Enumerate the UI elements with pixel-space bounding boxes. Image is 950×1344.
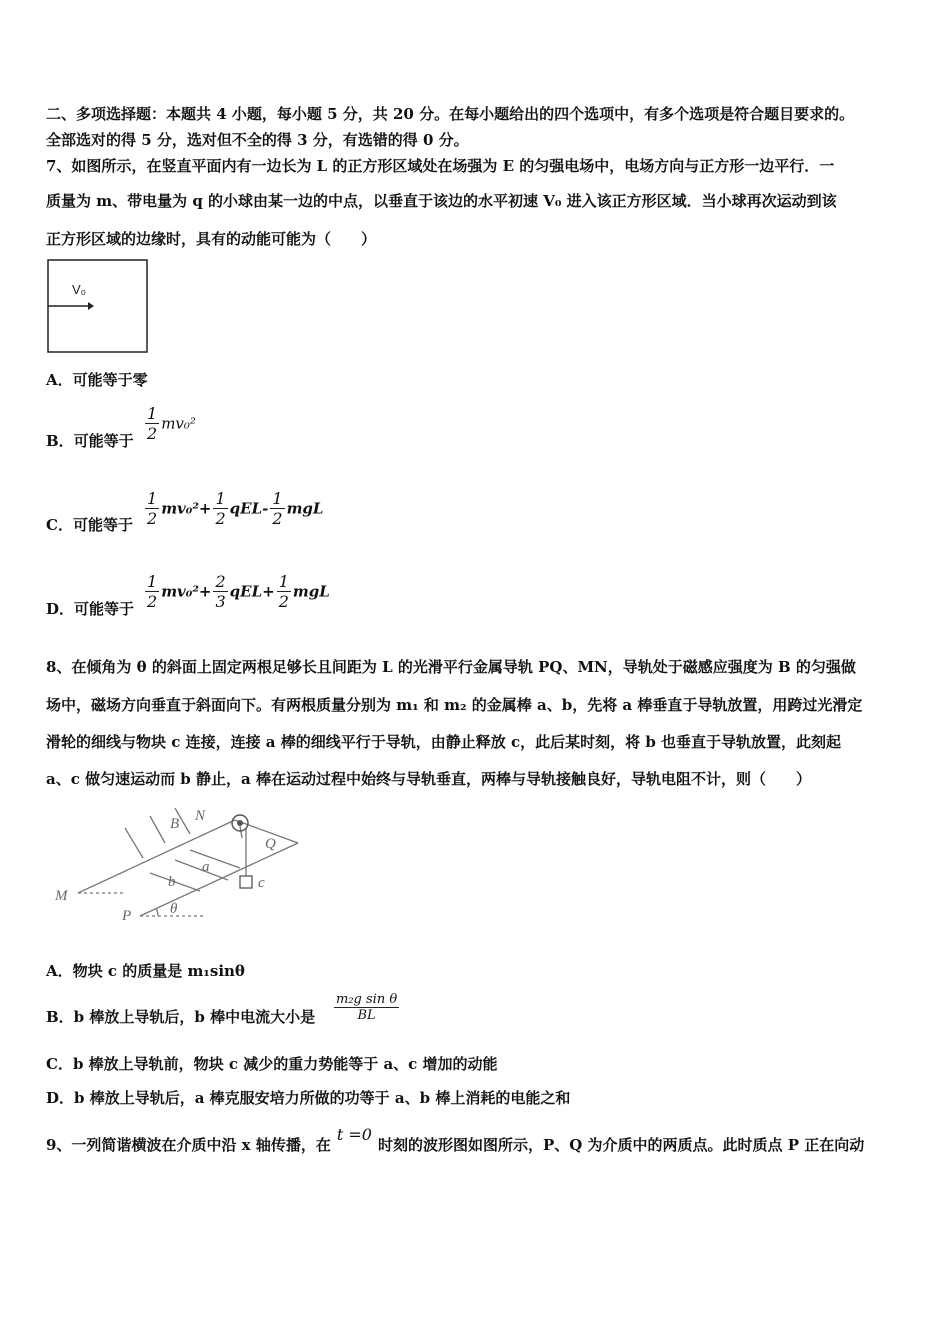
label-theta: θ <box>170 901 178 917</box>
q7-option-c <box>46 514 133 535</box>
q7-option-a: A．可能等于零 <box>46 371 148 389</box>
q8-line3: 滑轮的细线与物块 c 连接，连接 a 棒的细线平行于导轨，由静止释放 c，此后某时刻，将 b 也垂直于导轨放置，此刻起 <box>46 733 842 751</box>
q9-text-part1: 9、一列简谐横波在介质中沿 x 轴传播，在 <box>46 1136 331 1154</box>
q7-line3: 正方形区域的边缘时，具有的动能可能为（ ） <box>46 230 377 248</box>
fraction-denominator: 2 <box>215 509 226 528</box>
q9-text-part2: 时刻的波形图如图所示，P、Q 为介质中的两质点。此时质点 P 正在向动 <box>377 1136 865 1154</box>
q8-line4: a、c 做匀速运动而 b 静止，a 棒在运动过程中始终与导轨垂直，两棒与导轨接触良好，导轨电阻不计，则（ ） <box>46 770 811 788</box>
q7-square-figure <box>46 258 150 355</box>
q9-time-expression: t =0 <box>336 1125 372 1144</box>
velocity-label: V₀ <box>72 282 87 297</box>
fraction-numerator: 1 <box>278 572 289 591</box>
fraction-denominator: 2 <box>272 509 283 528</box>
fraction-denominator: BL <box>334 1007 399 1023</box>
fraction-denominator: 3 <box>215 592 226 611</box>
fraction-numerator: 1 <box>215 489 226 508</box>
q7-option-b <box>46 430 134 451</box>
label-Q: Q <box>265 836 276 852</box>
fraction <box>277 572 291 611</box>
fraction-numerator: 1 <box>147 489 158 508</box>
q8-option-d: D．b 棒放上导轨后，a 棒克服安培力所做的功等于 a、b 棒上消耗的电能之和 <box>46 1089 571 1107</box>
rail-MN <box>78 820 235 893</box>
formula-expression: mv₀²+ <box>161 499 212 518</box>
rail-PQ <box>140 843 298 916</box>
label-M: M <box>55 888 68 904</box>
q7-line1: 7、如图所示，在竖直平面内有一边长为 L 的正方形区域处在场强为 E 的匀强电场中，电场方向与正方形一边平行．一 <box>46 157 835 175</box>
section-heading-line2: 全部选对的得 5 分，选对但不全的得 3 分，有选错的得 0 分。 <box>46 131 469 149</box>
q8-line2: 场中，磁场方向垂直于斜面向下。有两根质量分别为 m₁ 和 m₂ 的金属棒 a、b，先将 a 棒垂直于导轨放置，用跨过光滑定 <box>46 696 863 714</box>
q7-option-d-label: D．可能等于 <box>46 600 135 618</box>
label-P: P <box>122 908 132 924</box>
q7-option-b-label: B．可能等于 <box>46 432 134 450</box>
fraction-numerator: 1 <box>147 404 158 423</box>
q7-option-d-formula <box>143 572 330 611</box>
fraction-denominator: 2 <box>278 592 289 611</box>
q8-option-b-formula <box>332 992 401 1023</box>
fraction-numerator: 1 <box>272 489 283 508</box>
fraction <box>145 404 159 443</box>
formula-expression: qEL+ <box>229 582 275 601</box>
fraction <box>145 489 159 528</box>
fraction <box>213 489 227 528</box>
q7-option-d <box>46 598 134 619</box>
q8-option-b <box>46 1006 315 1027</box>
formula-expression: mgL <box>286 499 324 518</box>
fraction <box>334 992 399 1023</box>
label-b: b <box>168 874 176 890</box>
fraction <box>145 572 159 611</box>
label-B: B <box>170 816 180 832</box>
formula-expression: mv₀²+ <box>161 582 212 601</box>
q8-option-a: A．物块 c 的质量是 m₁sinθ <box>46 962 245 980</box>
label-a: a <box>202 859 210 875</box>
formula-expression: mgL <box>292 582 330 601</box>
q8-option-b-label: B．b 棒放上导轨后，b 棒中电流大小是 <box>46 1008 316 1026</box>
formula-expression: mv₀² <box>161 414 196 433</box>
q8-line1: 8、在倾角为 θ 的斜面上固定两根足够长且间距为 L 的光滑平行金属导轨 PQ、MN，导轨处于磁感应强度为 B 的匀强做 <box>46 658 856 676</box>
section-heading-line1: 二、多项选择题：本题共 4 小题，每小题 5 分，共 20 分。在每小题给出的四个选项中，有多个选项是符合题目要求的。 <box>46 105 855 123</box>
label-N: N <box>195 808 206 824</box>
q7-option-b-formula <box>143 404 196 443</box>
block-c <box>240 876 252 888</box>
q7-option-c-formula <box>143 489 323 528</box>
fraction-denominator: 2 <box>147 592 158 611</box>
label-c: c <box>258 875 265 891</box>
fraction-numerator: 2 <box>215 572 226 591</box>
fraction-denominator: 2 <box>147 424 158 443</box>
q7-option-c-label: C．可能等于 <box>46 516 133 534</box>
fraction-numerator: 1 <box>147 572 158 591</box>
q9-line1 <box>46 1125 865 1155</box>
fraction-denominator: 2 <box>147 509 158 528</box>
fraction <box>270 489 284 528</box>
q8-option-c: C．b 棒放上导轨前，物块 c 减少的重力势能等于 a、c 增加的动能 <box>46 1055 498 1073</box>
fraction <box>213 572 227 611</box>
fraction-numerator: m₂g sin θ <box>336 992 398 1007</box>
formula-expression: qEL- <box>229 499 269 518</box>
q8-incline-figure <box>50 798 300 928</box>
q7-line2: 质量为 m、带电量为 q 的小球由某一边的中点，以垂直于该边的水平初速 V₀ 进入该正方形区域．当小球再次运动到该 <box>46 192 837 210</box>
